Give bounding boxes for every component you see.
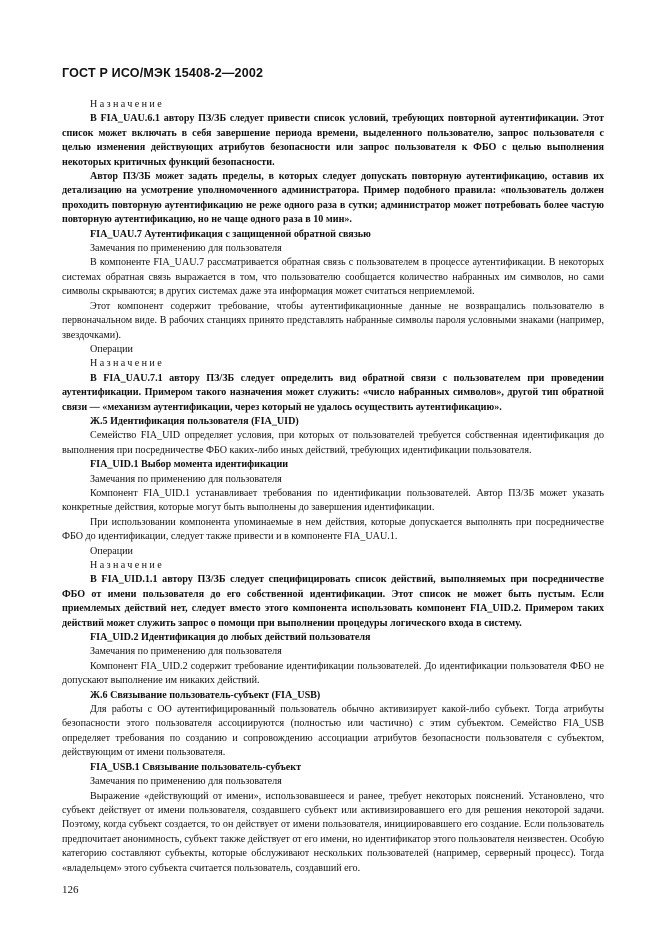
paragraph: В компоненте FIA_UAU.7 рассматривается обратная связь с пользователем в процессе аутентификации. В некоторых системах обратная связь выражается в том, что пользователю сообщается количество набранных им символов, но сами символы скрываются; в других системах даже эта информация может считаться неприемлемой. [62, 257, 604, 298]
subheading: Замечания по применению для пользователя [90, 243, 282, 255]
paragraph: Компонент FIA_UID.2 содержит требование идентификации пользователей. До идентификации пользователя ФБО не допускают выполнение им никаких действий. [62, 660, 604, 687]
paragraph: Этот компонент содержит требование, чтобы аутентификационные данные не возвращались пользователю в первоначальном виде. В рабочих станциях принято представлять набранные символы пароля условными знаками (например, звездочками). [62, 300, 604, 341]
page-number: 126 [62, 884, 79, 896]
paragraph: Выражение «действующий от имени», использовавшееся и ранее, требует некоторых пояснений. Установлено, что субъект действует от имени пользователя, создавшего субъект или активизировавшего его для решения некоторой задачи. Поэтому, когда субъект создается, то он действует от имени пользователя, инициировавшего его создание. Если пользователь предпочитает анонимность, субъект также действует от его имени, но идентификатор этого пользователя неизвестен. Особую категорию составляют субъекты, которые обслуживают нескольких пользователей (например, серверный процесс). Тогда «владельцем» этого субъекта считается пользователь, создавший его. [62, 790, 604, 874]
paragraph: Автор ПЗ/ЗБ может задать пределы, в которых следует допускать повторную аутентификацию, оставив их детализацию на усмотрение уполномоченного администратора. Пример подобного правила: «пользователь должен проходить повторную аутентификацию не реже одного раза в сутки; администратор может потребовать более частую повторную аутентификацию, но не чаще одного раза в 10 мин». [62, 171, 604, 226]
subheading: Назначение [90, 560, 165, 571]
section-heading: Ж.5 Идентификация пользователя (FIA_UID) [90, 415, 299, 427]
paragraph: Для работы с ОО аутентифицированный пользователь обычно активизирует какой-либо субъект. Тогда атрибуты безопасности этого пользователя ассоциируются (полностью или частично) с этим субъектом. Семейство FIA_USB определяет требования по созданию и сопровождению ассоциации атрибутов безопасности пользователя с субъектом, действующим от имени пользователя. [62, 704, 604, 759]
paragraph: В FIA_UID.1.1 автору ПЗ/ЗБ следует специфицировать список действий, выполняемых при посредничестве ФБО от имени пользователя до его собственной идентификации. Этот список не может быть пустым. Если приемлемых действий нет, следует вместо этого компонента использовать компонент FIA_UID.2. Примером таких действий может служить запрос о помощи при выполнении процедуры логического входа в систему. [62, 574, 604, 629]
paragraph: Семейство FIA_UID определяет условия, при которых от пользователей требуется собственная идентификация до выполнения при посредничестве ФБО каких-либо иных действий, требующих идентификации пользователя. [62, 430, 604, 456]
paragraph: При использовании компонента упоминаемые в нем действия, которые допускается выполнять при посредничестве ФБО до идентификации, следует также привести и в компоненте FIA_UAU.1. [62, 516, 604, 543]
paragraph: В FIA_UAU.7.1 автору ПЗ/ЗБ следует определить вид обратной связи с пользователем при проведении аутентификации. Примером такого назначения может служить: «число набранных символов», другой тип обратной связи — «механизм аутентификации, через который не удалось осуществить аутентификацию». [62, 372, 604, 413]
paragraph: Назначение [90, 99, 165, 110]
document-body [62, 98, 604, 876]
document-header: ГОСТ Р ИСО/МЭК 15408-2—2002 [62, 66, 264, 80]
section-heading: FIA_USB.1 Связывание пользователь-субъект [90, 761, 302, 773]
section-heading: FIA_UID.2 Идентификация до любых действий пользователя [90, 632, 371, 644]
paragraph: В FIA_UAU.6.1 автору ПЗ/ЗБ следует привести список условий, требующих повторной аутентификации. Этот список может включать в себя завершение периода времени, выделенного пользователю, запрос пользователя с целью изменения действующих атрибутов безопасности или запрос пользователя к ФБО с целью выполнения некоторых критичных функций безопасности. [62, 113, 604, 168]
subheading: Замечания по применению для пользователя [90, 776, 282, 788]
section-heading: FIA_UID.1 Выбор момента идентификации [90, 459, 289, 471]
subheading: Операции [90, 545, 133, 557]
subheading: Назначение [90, 358, 165, 370]
section-heading: Ж.6 Связывание пользователь-субъект (FIA_USB) [90, 689, 321, 701]
subheading: Операции [90, 343, 133, 355]
section-heading: FIA_UAU.7 Аутентификация с защищенной обратной связью [90, 228, 371, 240]
subheading: Замечания по применению для пользователя [90, 646, 282, 658]
paragraph: Компонент FIA_UID.1 устанавливает требования по идентификации пользователей. Автор ПЗ/ЗБ может указать конкретные действия, которые могут быть выполнены до завершения идентификации. [62, 487, 604, 514]
subheading: Замечания по применению для пользователя [90, 473, 282, 485]
